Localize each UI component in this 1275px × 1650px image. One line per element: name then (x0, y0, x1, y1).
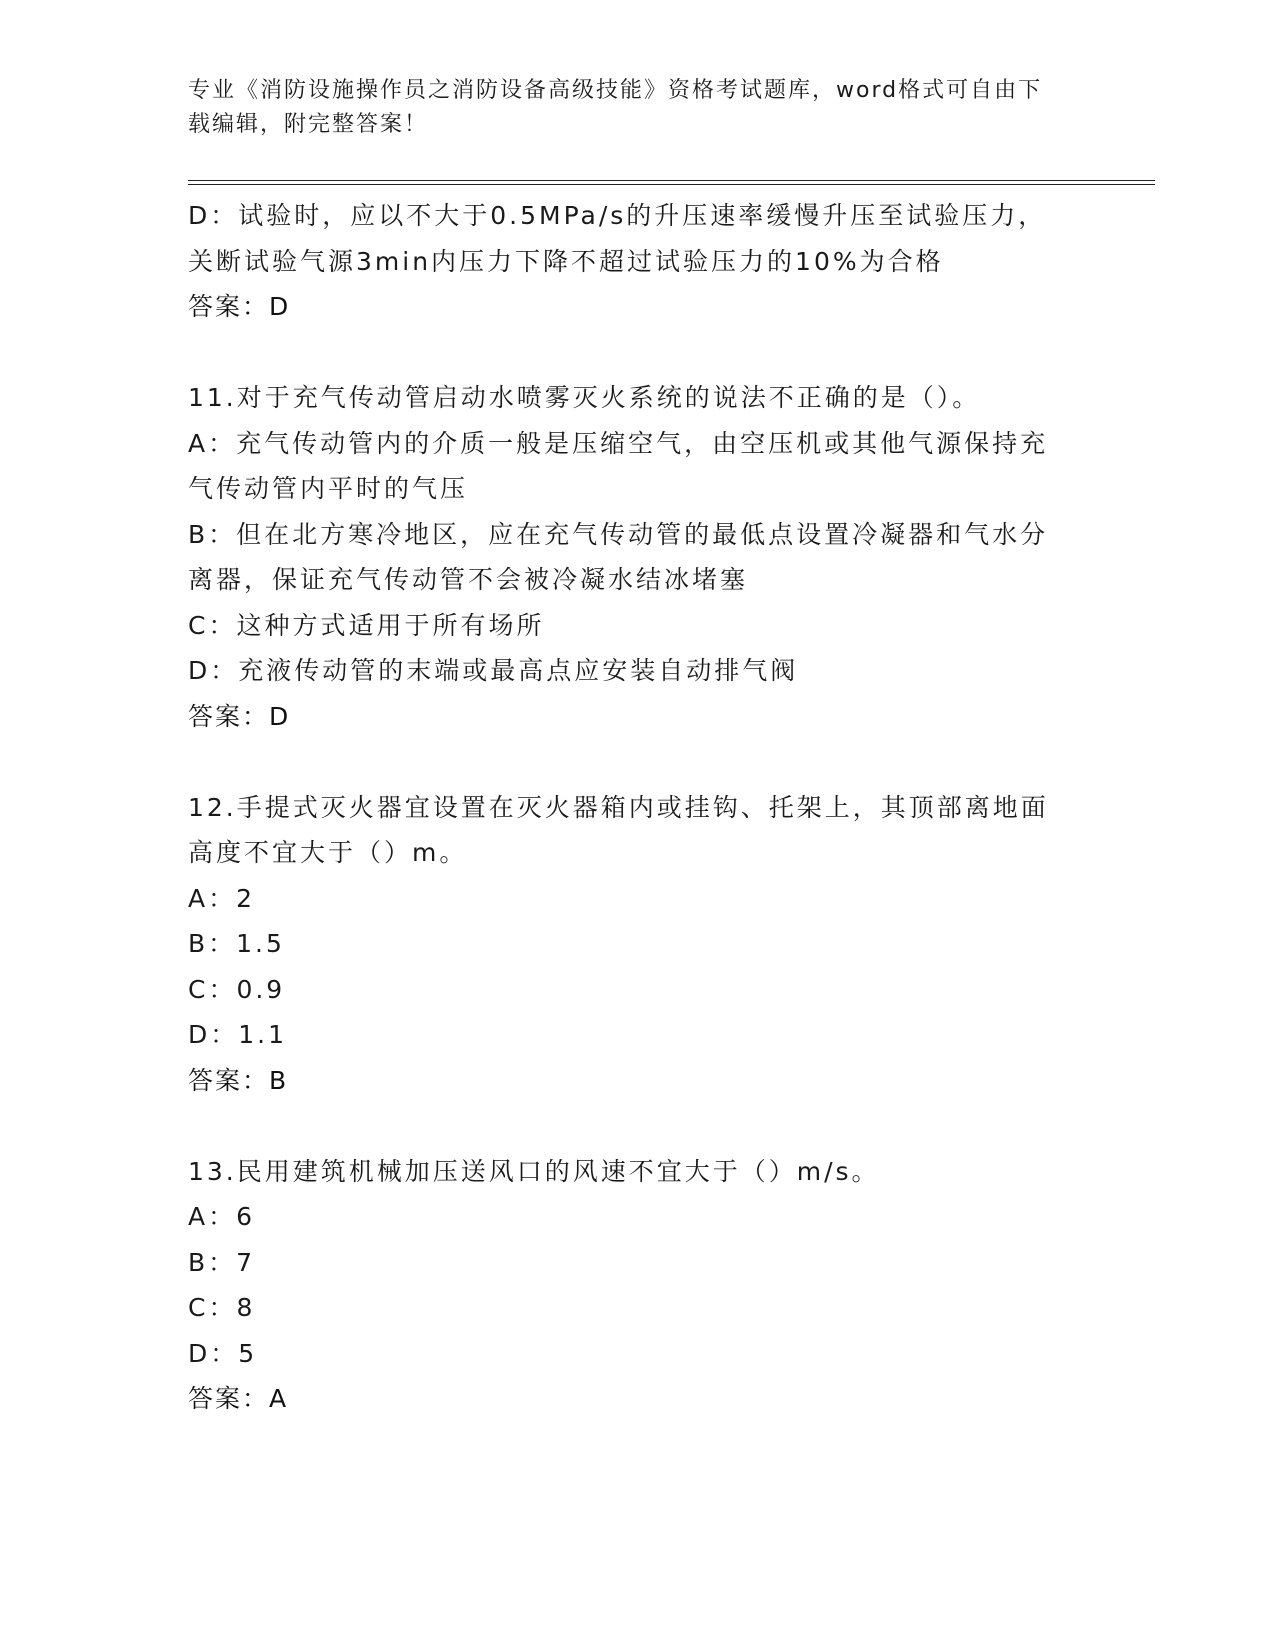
option-b-line-2: 离器，保证充气传动管不会被冷凝水结冰堵塞 (188, 565, 749, 594)
option-a: A：2 (188, 883, 256, 913)
option-d: D：充液传动管的末端或最高点应安装自动排气阀 (188, 656, 799, 685)
spacer (188, 739, 1088, 785)
option-c: C：0.9 (188, 974, 286, 1004)
question-10-tail (188, 193, 1088, 330)
option-b: B：7 (188, 1247, 256, 1277)
header-line-1: 专业《消防设施操作员之消防设备高级技能》资格考试题库，word格式可自由下 (188, 78, 1043, 103)
option-c: C：这种方式适用于所有场所 (188, 610, 545, 640)
option-b-line-1: B：但在北方寒冷地区，应在充气传动管的最低点设置冷凝器和气水分 (188, 519, 1049, 549)
header-rule-bottom (188, 184, 1155, 185)
header-rule-top (188, 180, 1155, 181)
header-line-2: 载编辑，附完整答案！ (188, 112, 429, 137)
document-header (188, 74, 1068, 142)
question-stem-line-1: 12.手提式灭火器宜设置在灭火器箱内或挂钩、托架上，其顶部离地面 (188, 792, 1049, 822)
question-11 (188, 375, 1088, 739)
option-a-line-1: A：充气传动管内的介质一般是压缩空气，由空压机或其他气源保持充 (188, 428, 1049, 458)
question-13 (188, 1149, 1088, 1422)
option-a: A：6 (188, 1202, 256, 1231)
answer: 答案：D (188, 701, 291, 731)
option-d: D：5 (188, 1338, 258, 1368)
option-a-line-2: 气传动管内平时的气压 (188, 474, 469, 503)
option-d: D：1.1 (188, 1020, 288, 1049)
answer: 答案：D (188, 292, 291, 321)
option-d-line-1: D：试验时，应以不大于0.5MPa/s的升压速率缓慢升压至试验压力， (188, 201, 1047, 230)
answer: 答案：A (188, 1384, 289, 1413)
spacer (188, 1103, 1088, 1149)
answer: 答案：B (188, 1065, 289, 1095)
question-stem-line-2: 高度不宜大于（）m。 (188, 838, 468, 867)
option-c: C：8 (188, 1293, 256, 1322)
question-list (188, 193, 1088, 1422)
spacer (188, 330, 1088, 376)
question-stem: 11.对于充气传动管启动水喷雾灭火系统的说法不正确的是（）。 (188, 383, 981, 412)
option-d-line-2: 关断试验气源3min内压力下降不超过试验压力的10%为合格 (188, 246, 944, 276)
question-12 (188, 785, 1088, 1104)
option-b: B：1.5 (188, 929, 285, 958)
question-stem: 13.民用建筑机械加压送风口的风速不宜大于（）m/s。 (188, 1156, 880, 1186)
